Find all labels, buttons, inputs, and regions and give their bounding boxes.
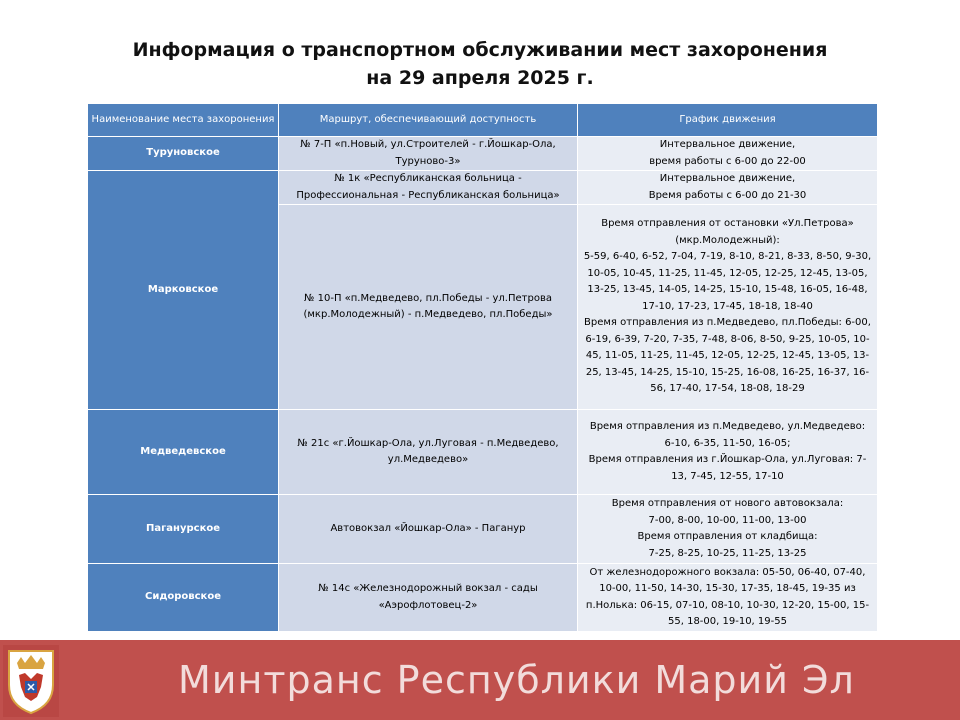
route-cell: № 10-П «п.Медведево, пл.Победы - ул.Петрова (мкр.Молодежный) - п.Медведево, пл.Победы» [279, 205, 578, 410]
route-cell: № 14с «Железнодорожный вокзал - сады «Аэрофлотовец-2» [279, 564, 578, 632]
place-cell: Паганурское [88, 495, 279, 564]
header-place: Наименование места захоронения [88, 104, 279, 137]
table-row [88, 171, 878, 205]
table-row [88, 137, 878, 171]
title-line-2: на 29 апреля 2025 г. [366, 67, 594, 89]
place-cell: Туруновское [88, 137, 279, 171]
table-header-row [88, 104, 878, 137]
title-line-1: Информация о транспортном обслуживании мест захоронения [132, 39, 828, 61]
schedule-cell: Интервальное движение, время работы с 6-00 до 22-00 [578, 137, 878, 171]
header-route: Маршрут, обеспечивающий доступность [279, 104, 578, 137]
table-row [88, 564, 878, 632]
schedule-cell: Время отправления из п.Медведево, ул.Медведево: 6-10, 6-35, 11-50, 16-05; Время отправления из г.Йошкар-Ола, ул.Луговая: 7-13, 7-45, 12-55, 17-10 [578, 410, 878, 495]
route-cell: № 7-П «п.Новый, ул.Строителей - г.Йошкар-Ола, Туруново-3» [279, 137, 578, 171]
coat-of-arms-icon [3, 645, 59, 717]
transport-table [87, 103, 878, 632]
table-row [88, 495, 878, 564]
route-cell: № 1к «Республиканская больница - Профессиональная - Республиканская больница» [279, 171, 578, 205]
place-cell: Медведевское [88, 410, 279, 495]
schedule-cell: Интервальное движение, Время работы с 6-00 до 21-30 [578, 171, 878, 205]
schedule-cell: Время отправления от остановки «Ул.Петрова» (мкр.Молодежный): 5-59, 6-40, 6-52, 7-04, 7-19, 8-10, 8-21, 8-33, 8-50, 9-30, 10-05, 10-45, 11-25, 11-45, 12-05, 12-25, 12-45, 13-05, 13-25, 13-45, 14-05, 14-25, 15-10, 15-48, 16-05, 16-48, 17-10, 17-23, 17-45, 18-18, 18-40 Время отправления из п.Медведево, пл.Победы: 6-00, 6-19, 6-39, 7-20, 7-35, 7-48, 8-06, 8-50, 9-25, 10-05, 10-45, 11-05, 11-25, 11-45, 12-05, 12-25, 12-45, 13-05, 13-25, 13-45, 14-25, 15-10, 15-25, 16-08, 16-25, 16-37, 16-56, 17-40, 17-54, 18-08, 18-29 [578, 205, 878, 410]
footer-title: Минтранс Республики Марий Эл [178, 658, 855, 702]
table-row [88, 410, 878, 495]
page-title [0, 36, 960, 92]
place-cell: Марковское [88, 171, 279, 410]
schedule-cell: Время отправления от нового автовокзала: 7-00, 8-00, 10-00, 11-00, 13-00 Время отправления от кладбища: 7-25, 8-25, 10-25, 11-25, 13-25 [578, 495, 878, 564]
route-cell: № 21с «г.Йошкар-Ола, ул.Луговая - п.Медведево, ул.Медведево» [279, 410, 578, 495]
header-schedule: График движения [578, 104, 878, 137]
route-cell: Автовокзал «Йошкар-Ола» - Паганур [279, 495, 578, 564]
schedule-cell: От железнодорожного вокзала: 05-50, 06-40, 07-40, 10-00, 11-50, 14-30, 15-30, 17-35, 18-45, 19-35 из п.Нолька: 06-15, 07-10, 08-10, 10-30, 12-20, 15-00, 15-55, 18-00, 19-10, 19-55 [578, 564, 878, 632]
place-cell: Сидоровское [88, 564, 279, 632]
